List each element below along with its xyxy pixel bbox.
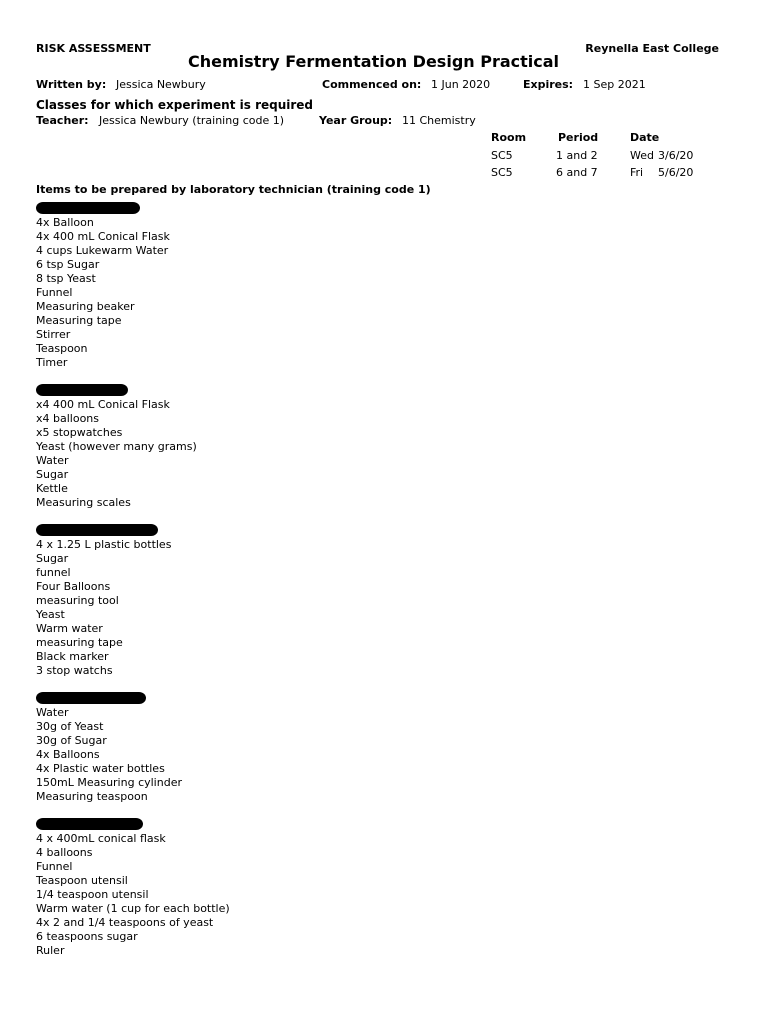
row-1-room: SC5: [491, 149, 513, 162]
room-header: Room: [491, 131, 527, 144]
item-list: [36, 706, 182, 804]
list-item: 6 teaspoons sugar: [36, 930, 138, 943]
expires-value: 1 Sep 2021: [583, 78, 646, 91]
list-item: Funnel: [36, 860, 73, 873]
document-title: Chemistry Fermentation Design Practical: [188, 52, 560, 71]
period-header: Period: [558, 131, 599, 144]
list-item: Teaspoon utensil: [36, 874, 128, 887]
row-2-room: SC5: [491, 166, 513, 179]
list-item: Four Balloons: [36, 580, 111, 593]
list-item: Yeast: [36, 608, 65, 621]
list-item: Measuring tape: [36, 314, 122, 327]
teacher-label: Teacher:: [36, 114, 89, 127]
item-group-4: [36, 692, 182, 804]
commenced-value: 1 Jun 2020: [431, 78, 491, 91]
redacted-name-bar: [36, 202, 140, 214]
list-item: Timer: [36, 356, 68, 369]
list-item: 4x Balloon: [36, 216, 94, 229]
list-item: 6 tsp Sugar: [36, 258, 100, 271]
list-item: 30g of Yeast: [36, 720, 104, 733]
list-item: 150mL Measuring cylinder: [36, 776, 182, 789]
teacher-value: Jessica Newbury (training code 1): [99, 114, 285, 127]
list-item: funnel: [36, 566, 71, 579]
item-group-5: [36, 818, 230, 958]
item-list: [36, 538, 171, 678]
row-2-period: 6 and 7: [556, 166, 598, 179]
year-group-value: 11 Chemistry: [402, 114, 476, 127]
redacted-name-bar: [36, 384, 128, 396]
item-list: [36, 398, 197, 510]
date-header: Date: [630, 131, 660, 144]
list-item: Sugar: [36, 552, 69, 565]
list-item: 4x Plastic water bottles: [36, 762, 165, 775]
item-list: [36, 216, 170, 370]
list-item: 4 cups Lukewarm Water: [36, 244, 169, 257]
list-item: Water: [36, 706, 69, 719]
list-item: Teaspoon: [36, 342, 88, 355]
list-item: 4x 2 and 1/4 teaspoons of yeast: [36, 916, 214, 929]
year-group-label: Year Group:: [319, 114, 393, 127]
list-item: Measuring teaspoon: [36, 790, 148, 803]
row-1-day: Wed: [630, 149, 654, 162]
list-item: x5 stopwatches: [36, 426, 123, 439]
list-item: Black marker: [36, 650, 109, 663]
commenced-label: Commenced on:: [322, 78, 422, 91]
list-item: 30g of Sugar: [36, 734, 107, 747]
written-by-label: Written by:: [36, 78, 107, 91]
list-item: measuring tool: [36, 594, 119, 607]
redacted-name-bar: [36, 818, 143, 830]
list-item: Kettle: [36, 482, 68, 495]
redacted-name-bar: [36, 524, 158, 536]
list-item: 4x 400 mL Conical Flask: [36, 230, 170, 243]
items-heading: Items to be prepared by laboratory technician (training code 1): [36, 183, 431, 196]
redacted-name-bar: [36, 692, 146, 704]
list-item: 4 balloons: [36, 846, 93, 859]
list-item: Yeast (however many grams): [36, 440, 197, 453]
list-item: Sugar: [36, 468, 69, 481]
row-2-day: Fri: [630, 166, 644, 179]
list-item: Stirrer: [36, 328, 71, 341]
list-item: 4 x 400mL conical flask: [36, 832, 166, 845]
row-1-period: 1 and 2: [556, 149, 598, 162]
list-item: Warm water (1 cup for each bottle): [36, 902, 230, 915]
list-item: 8 tsp Yeast: [36, 272, 96, 285]
list-item: Funnel: [36, 286, 73, 299]
list-item: x4 400 mL Conical Flask: [36, 398, 170, 411]
list-item: Ruler: [36, 944, 65, 957]
item-group-1: [36, 202, 170, 370]
row-2-date: 5/6/20: [658, 166, 694, 179]
row-1-date: 3/6/20: [658, 149, 694, 162]
item-list: [36, 832, 230, 958]
school-name: Reynella East College: [585, 42, 719, 55]
list-item: Measuring beaker: [36, 300, 135, 313]
list-item: x4 balloons: [36, 412, 100, 425]
list-item: measuring tape: [36, 636, 123, 649]
classes-heading: Classes for which experiment is required: [36, 98, 314, 112]
list-item: Measuring scales: [36, 496, 131, 509]
list-item: Water: [36, 454, 69, 467]
item-group-3: [36, 524, 171, 678]
list-item: 1/4 teaspoon utensil: [36, 888, 149, 901]
list-item: 3 stop watchs: [36, 664, 113, 677]
list-item: Warm water: [36, 622, 103, 635]
list-item: 4 x 1.25 L plastic bottles: [36, 538, 172, 551]
item-group-2: [36, 384, 197, 510]
expires-label: Expires:: [523, 78, 574, 91]
written-by-value: Jessica Newbury: [116, 78, 206, 91]
risk-assessment-label: RISK ASSESSMENT: [36, 42, 151, 55]
list-item: 4x Balloons: [36, 748, 100, 761]
